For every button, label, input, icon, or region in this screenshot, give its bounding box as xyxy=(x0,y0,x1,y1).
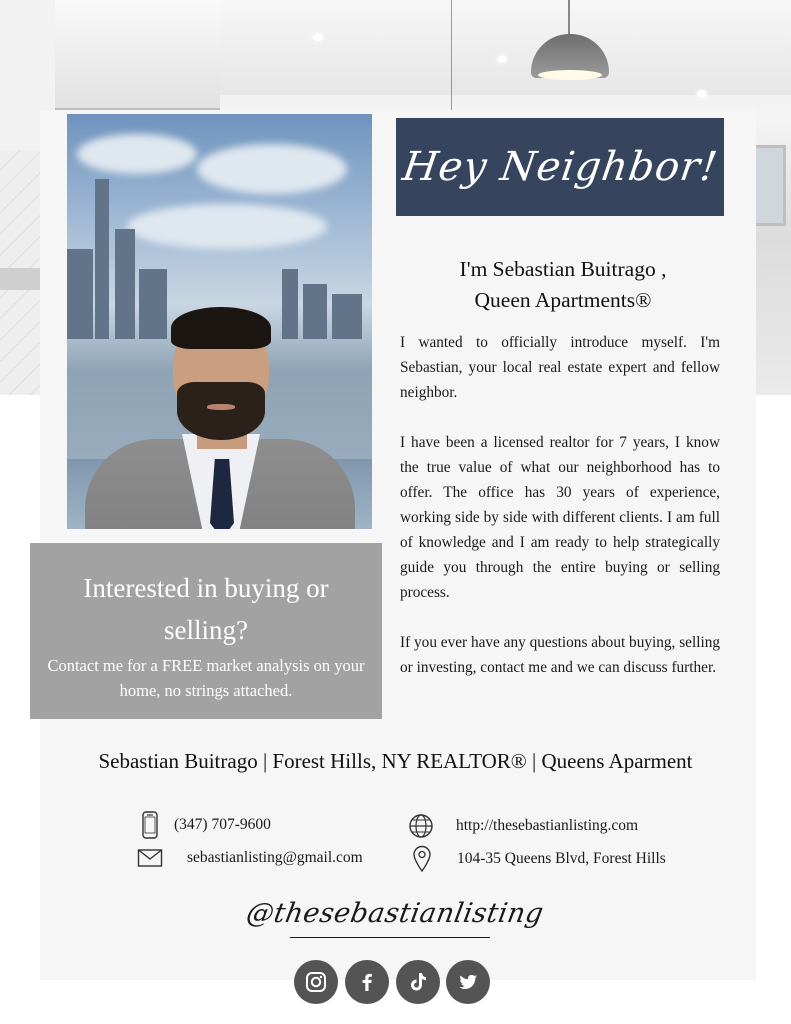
tiktok-icon xyxy=(407,971,429,993)
intro-body xyxy=(400,330,720,705)
beard xyxy=(177,382,265,440)
contact-paragraph: If you ever have any questions about buying, selling or investing, contact me and we can discuss further. xyxy=(400,634,720,676)
lamp-glow xyxy=(538,70,602,80)
hair xyxy=(171,307,271,349)
ceiling-light xyxy=(313,34,323,41)
cta-subtitle: Contact me for a FREE market analysis on your home, no strings attached. xyxy=(47,656,365,700)
handle-underline xyxy=(290,937,490,938)
pendant-lamp-rod-2 xyxy=(451,0,452,112)
street-address: 104-35 Queens Blvd, Forest Hills xyxy=(457,850,666,867)
building xyxy=(95,179,109,339)
building xyxy=(115,229,135,339)
ceiling-light xyxy=(497,56,507,63)
twitter-icon xyxy=(457,971,479,993)
email-address: sebastianlisting@gmail.com xyxy=(187,849,363,866)
phone-contact[interactable] xyxy=(140,811,271,839)
greeting-text: Hey Neighbor! xyxy=(399,144,721,190)
building xyxy=(332,294,362,339)
mouth xyxy=(207,404,235,410)
cloud xyxy=(77,134,197,174)
agent-portrait-photo xyxy=(67,114,372,529)
website-contact[interactable] xyxy=(408,813,638,839)
range-hood xyxy=(55,0,220,111)
social-handle[interactable]: @thesebastianlisting xyxy=(243,898,546,929)
building xyxy=(282,269,298,339)
address-contact[interactable] xyxy=(412,845,666,873)
cloud xyxy=(197,144,347,194)
cloud xyxy=(127,204,327,249)
company-line: Queen Apartments® xyxy=(474,288,652,312)
tiktok-button[interactable] xyxy=(396,960,440,1004)
envelope-icon xyxy=(137,848,163,868)
location-pin-icon xyxy=(412,845,432,873)
intro-heading xyxy=(396,254,730,316)
email-contact[interactable] xyxy=(137,848,363,868)
phone-icon xyxy=(140,811,160,839)
intro-paragraph: I wanted to officially introduce myself. I'm Sebastian, your local real estate expert and fellow neighbor. xyxy=(400,334,720,401)
building xyxy=(67,249,93,339)
ceiling-light xyxy=(697,90,707,97)
cta-box xyxy=(30,543,382,719)
twitter-button[interactable] xyxy=(446,960,490,1004)
building xyxy=(139,269,167,339)
facebook-icon xyxy=(356,971,378,993)
globe-icon xyxy=(408,813,434,839)
agent-name-line: I'm Sebastian Buitrago , xyxy=(459,257,667,281)
experience-paragraph: I have been a licensed realtor for 7 years, I know the true value of what our neighborhood has to offer. The office has 30 years of experience, working side by side with different clients. I am full of knowledge and I am ready to help strategically guide you through the entire buying or selling process. xyxy=(400,434,720,601)
instagram-icon xyxy=(305,971,327,993)
website-url: http://thesebastianlisting.com xyxy=(456,817,639,834)
pendant-lamp-rod xyxy=(568,0,570,38)
building xyxy=(303,284,327,339)
phone-number: (347) 707-9600 xyxy=(174,816,271,833)
facebook-button[interactable] xyxy=(345,960,389,1004)
agent-tagline: Sebastian Buitrago | Forest Hills, NY REALTOR® | Queens Aparment xyxy=(98,749,693,773)
cta-title: Interested in buying or selling? xyxy=(83,573,329,645)
greeting-banner xyxy=(396,118,724,216)
instagram-button[interactable] xyxy=(294,960,338,1004)
